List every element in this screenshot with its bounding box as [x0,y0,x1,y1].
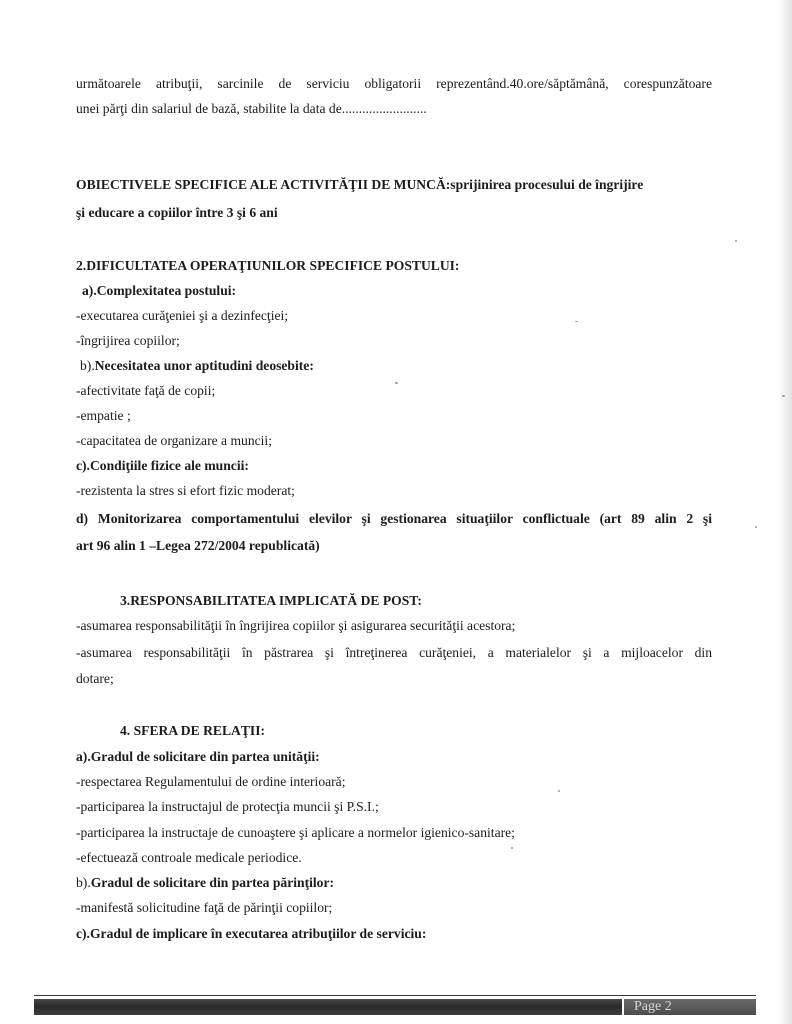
section4-b-prefix: b). [76,875,91,890]
section2-c-heading: c).Condiţiile fizice ale muncii: [76,458,249,473]
scan-speck [558,790,560,792]
scan-speck [511,847,513,849]
section2-b-prefix: b). [80,358,95,373]
objectives-line-2: şi educare a copiilor între 3 şi 6 ani [76,205,278,220]
objectives-text: sprijinirea procesului de îngrijire [450,177,644,192]
list-item: -afectivitate faţă de copii; [76,383,216,398]
list-item: -asumarea responsabilităţii în îngrijirea copiilor şi asigurarea securităţii acestora; [76,618,516,633]
scan-speck [575,321,578,322]
section2-d-line-1: d) Monitorizarea comportamentului elevilor şi gestionarea situaţiilor conflictuale (art 89 alin 2 şi [76,511,712,526]
list-item: -capacitatea de organizare a muncii; [76,433,272,448]
section4-b-heading: Gradul de solicitare din partea părinţilor: [90,875,335,890]
scan-speck [735,240,737,242]
list-item: -empatie ; [76,408,131,423]
list-item: -îngrijirea copiilor; [76,333,180,348]
list-item: -efectuează controale medicale periodice. [76,850,302,865]
section4-c-heading: c).Gradul de implicare în executarea atribuţiilor de serviciu: [76,926,427,941]
list-item: -participarea la instructajul de protecţia muncii şi P.S.I.; [76,799,379,814]
section3-heading: 3.RESPONSABILITATEA IMPLICATĂ DE POST: [120,593,422,608]
section2-a-heading: a).Complexitatea postului: [82,283,237,298]
footer-stripe [34,999,622,1015]
objectives-heading: OBIECTIVELE SPECIFICE ALE ACTIVITĂŢII DE MUNCĂ: [76,177,451,192]
section2-b-line [80,357,314,375]
section2-heading: 2.DIFICULTATEA OPERAŢIUNILOR SPECIFICE POSTULUI: [76,258,460,273]
scan-speck [755,526,757,528]
list-item: -participarea la instructaje de cunoaştere şi aplicare a normelor igienico-sanitare; [76,825,515,840]
intro-line-1: următoarele atribuţii, sarcinile de serviciu obligatorii reprezentând.40.ore/săptămână, corespunzătoare [76,76,712,91]
list-item: dotare; [76,671,114,686]
page-footer [34,995,756,1016]
scan-speck [395,382,398,384]
scan-edge-shadow [778,0,792,1024]
list-item: -respectarea Regulamentului de ordine interioară; [76,774,346,789]
section4-a-heading: a).Gradul de solicitare din partea unităţii: [76,749,320,764]
objectives-line-1 [76,176,643,194]
section2-d-line-2: art 96 alin 1 –Legea 272/2004 republicată) [76,538,320,553]
page-number: Page 2 [624,999,756,1015]
list-item: -asumarea responsabilităţii în păstrarea şi întreţinerea curăţeniei, a materialelor şi a mijloacelor din [76,645,712,660]
section4-heading: 4. SFERA DE RELAŢII: [120,723,266,738]
section2-b-heading: Necesitatea unor aptitudini deosebite: [94,358,314,373]
list-item: -executarea curăţeniei şi a dezinfecţiei; [76,308,289,323]
list-item: -manifestă solicitudine faţă de părinţii copiilor; [76,900,333,915]
section4-b-line [76,874,334,892]
scan-speck [782,395,785,397]
list-item: -rezistenta la stres si efort fizic moderat; [76,483,295,498]
intro-line-2: unei părţi din salariul de bază, stabilite la data de......................... [76,101,427,116]
